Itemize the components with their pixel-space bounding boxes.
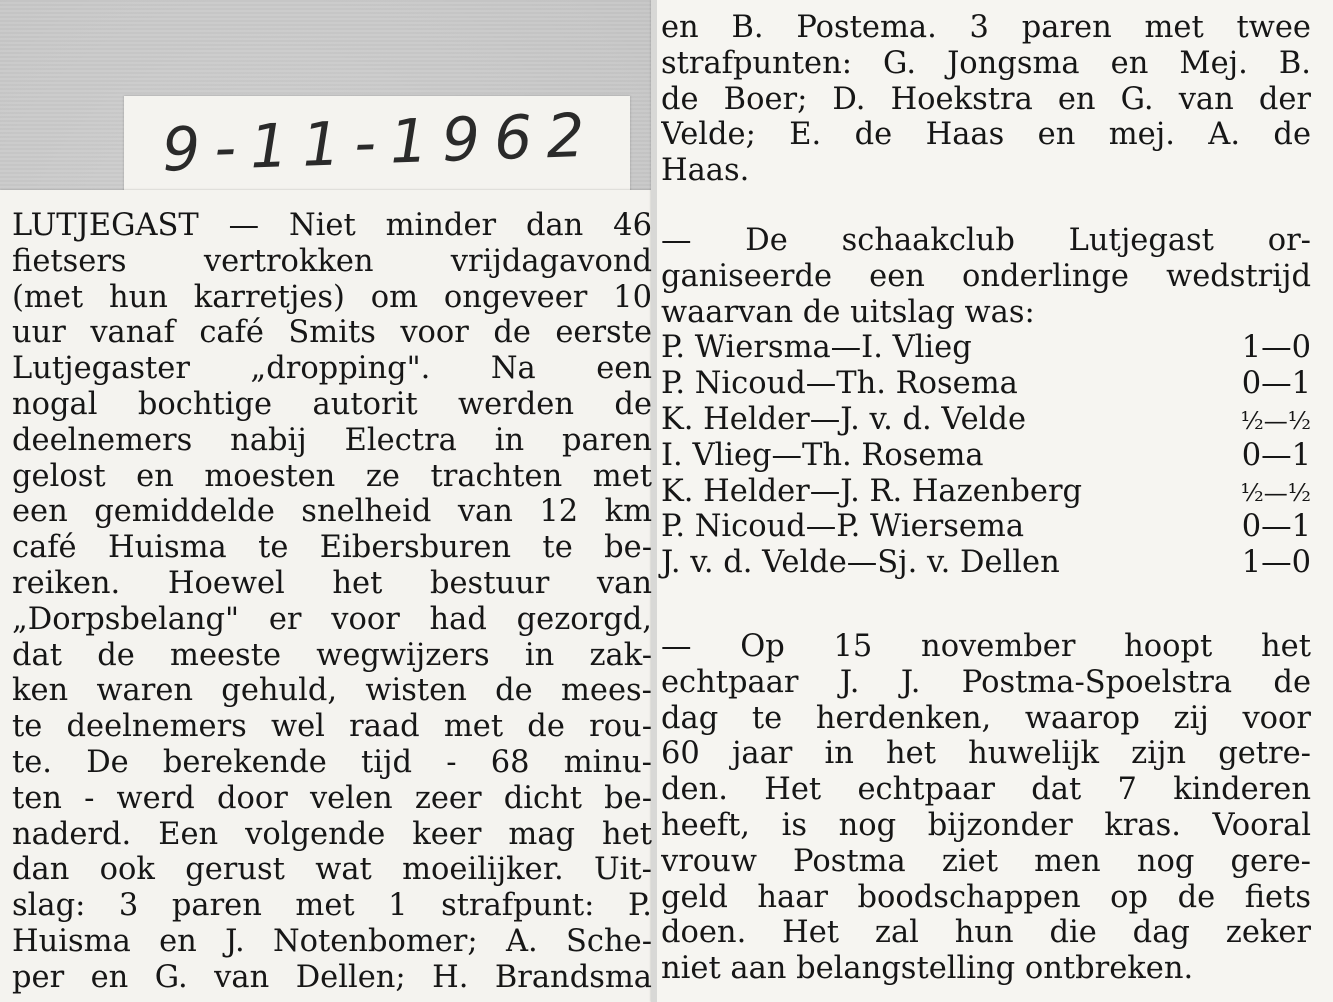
text-line: Lutjegaster „dropping". Na een (12, 351, 652, 387)
match-score: 1—0 (1241, 545, 1311, 581)
text-line: deelnemers nabij Electra in paren (12, 422, 652, 458)
match-score: ½—½ (1240, 406, 1311, 435)
match-pairing: P. Nicoud—Th. Rosema (661, 366, 1018, 402)
text-line: dan ook gerust wat moeilijker. Uit- (12, 852, 652, 888)
match-pairing: P. Nicoud—P. Wiersema (661, 509, 1025, 545)
text-line: reiken. Hoewel het bestuur van (12, 565, 652, 601)
match-score: 0—1 (1241, 509, 1311, 545)
match-pairing: I. Vlieg—Th. Rosema (661, 437, 984, 473)
text-line: waarvan de uitslag was: (661, 294, 1035, 330)
text-line: ganiseerde een onderlinge wedstrijd (661, 258, 1311, 294)
table-row (661, 474, 1311, 510)
table-row (661, 509, 1311, 545)
table-row (661, 545, 1311, 581)
text-line: Huisma en J. Notenbomer; A. Sche- (12, 923, 652, 959)
text-line: ten - werd door velen zeer dicht be- (12, 780, 652, 816)
paragraph-gap (661, 189, 1311, 223)
match-score: ½—½ (1240, 478, 1311, 507)
text-line: café Huisma te Eibersburen te be- (12, 530, 652, 566)
match-pairing: P. Wiersma—I. Vlieg (661, 330, 972, 366)
table-row (661, 402, 1311, 438)
text-line: te. De berekende tijd - 68 minu- (12, 744, 652, 780)
text-line: doen. Het zal hun die dag zeker (661, 915, 1311, 951)
table-row (661, 366, 1311, 402)
article-anniversary (661, 629, 1311, 987)
chess-results-table (661, 330, 1311, 581)
text-line: ken waren gehuld, wisten de mees- (12, 673, 652, 709)
text-line: dag te herdenken, waarop zij voor (661, 700, 1311, 736)
text-line: en B. Postema. 3 paren met twee (661, 10, 1311, 45)
handwritten-date: 9-11-1962 (160, 100, 600, 186)
text-line: te deelnemers wel raad met de rou- (12, 709, 652, 745)
text-line: nogal bochtige autorit werden de (12, 386, 652, 422)
match-pairing: K. Helder—J. R. Hazenberg (661, 473, 1083, 509)
text-line: uur vanaf café Smits voor de eerste (12, 315, 652, 351)
table-row (661, 330, 1311, 366)
match-score: 1—0 (1241, 330, 1311, 366)
text-line: echtpaar J. J. Postma-Spoelstra de (661, 664, 1311, 700)
text-line: — Op 15 november hoopt het (661, 628, 1311, 664)
match-pairing: K. Helder—J. v. d. Velde (661, 401, 1027, 437)
text-line: fietsers vertrokken vrijdagavond (12, 243, 652, 279)
match-score: 0—1 (1241, 437, 1311, 473)
text-line: slag: 3 paren met 1 strafpunt: P. (12, 888, 652, 924)
article-chess (661, 223, 1311, 581)
right-column (661, 10, 1311, 987)
text-line: een gemiddelde snelheid van 12 km (12, 494, 652, 530)
article-dropping (12, 208, 652, 996)
table-row (661, 438, 1311, 474)
text-line: dat de meeste wegwijzers in zak- (12, 637, 652, 673)
text-line: — De schaakclub Lutjegast or- (661, 222, 1311, 258)
text-line: „Dorpsbelang" er voor had gezorgd, (12, 601, 652, 637)
article-continuation (661, 10, 1311, 189)
text-line: vrouw Postma ziet men nog gere- (661, 843, 1311, 879)
text-line: Haas. (661, 153, 750, 189)
text-line: heeft, is nog bijzonder kras. Vooral (661, 807, 1311, 843)
paragraph-gap (661, 581, 1311, 629)
text-line: den. Het echtpaar dat 7 kinderen (661, 772, 1311, 808)
match-pairing: J. v. d. Velde—Sj. v. Dellen (661, 545, 1060, 581)
match-score: 0—1 (1241, 366, 1311, 402)
text-line: per en G. van Dellen; H. Brandsma (12, 959, 652, 995)
text-line: 60 jaar in het huwelijk zijn getre- (661, 736, 1311, 772)
text-line: LUTJEGAST — Niet minder dan 46 (12, 208, 652, 243)
text-line: strafpunten: G. Jongsma en Mej. B. (661, 45, 1311, 81)
text-line: niet aan belangstelling ontbreken. (661, 951, 1194, 987)
text-line: geld haar boodschappen op de fiets (661, 879, 1311, 915)
text-line: gelost en moesten ze trachten met (12, 458, 652, 494)
text-line: de Boer; D. Hoekstra en G. van der (661, 81, 1311, 117)
text-line: naderd. Een volgende keer mag het (12, 816, 652, 852)
text-line: Velde; E. de Haas en mej. A. de (661, 117, 1311, 153)
text-line: (met hun karretjes) om ongeveer 10 (12, 279, 652, 315)
